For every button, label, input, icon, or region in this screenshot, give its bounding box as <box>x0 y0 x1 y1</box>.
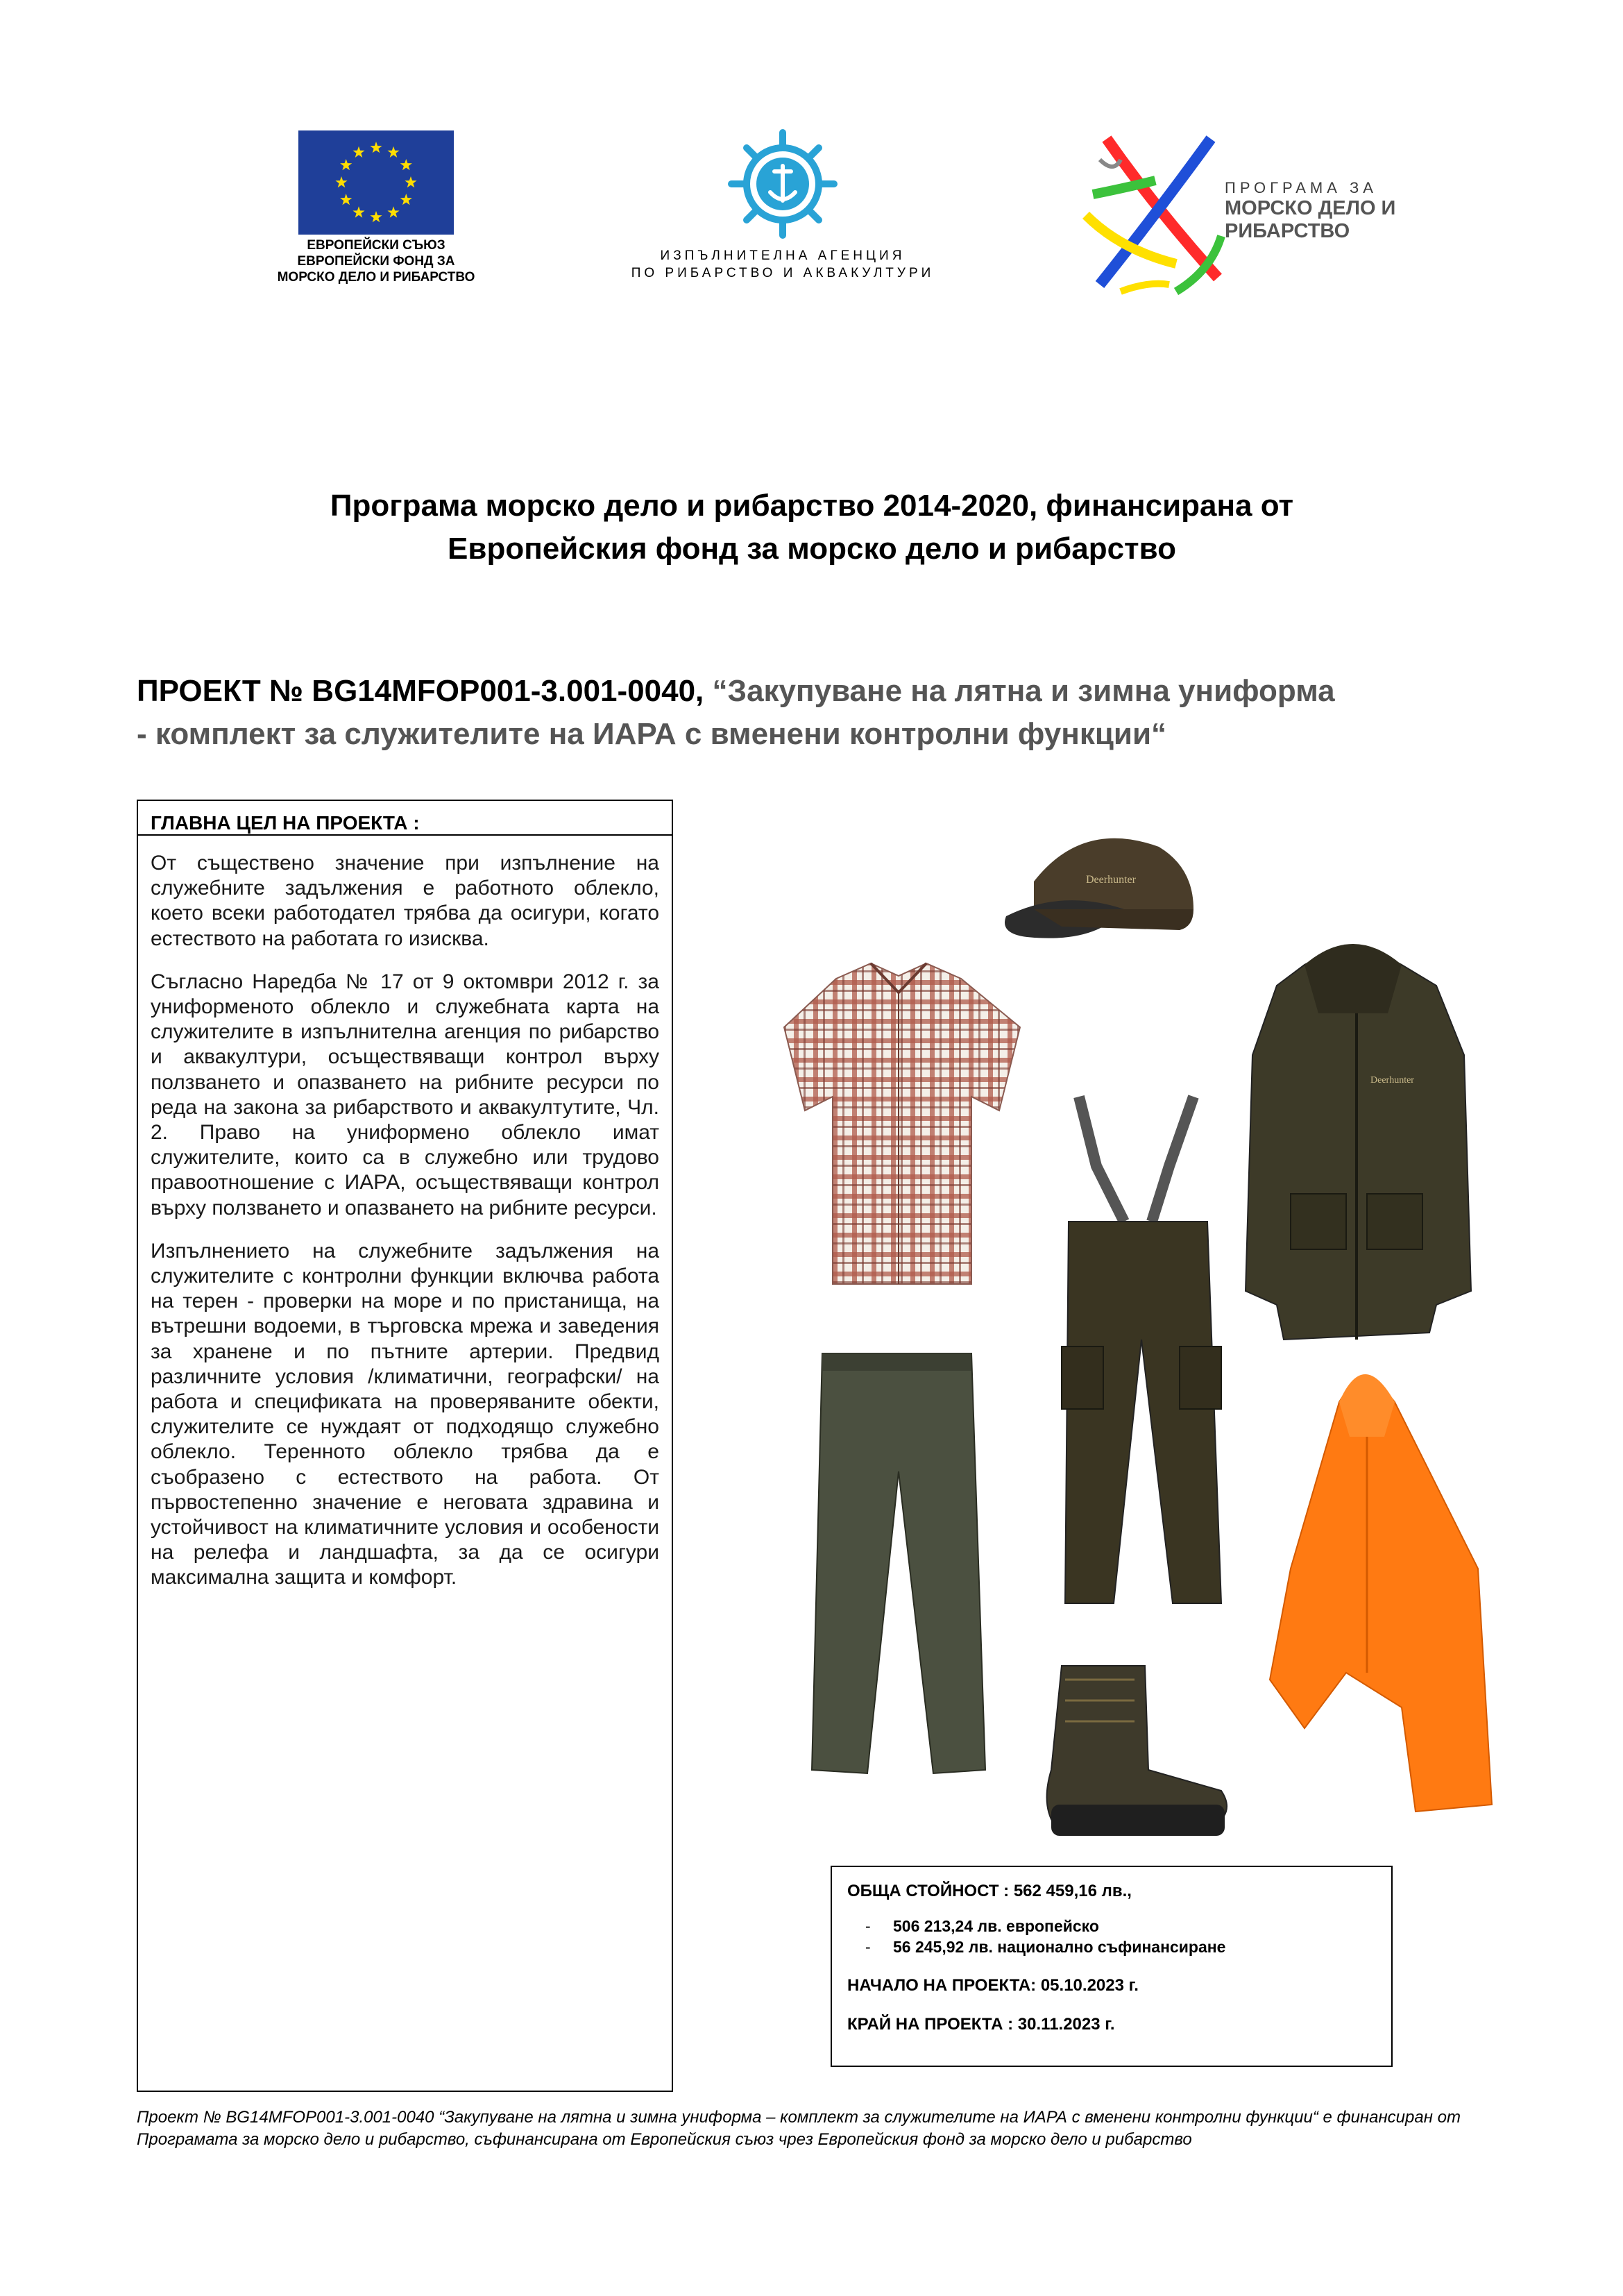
eu-star <box>400 159 412 170</box>
jacket-image <box>1246 944 1471 1340</box>
eu-caption <box>236 237 516 285</box>
goal-paragraph: Изпълнението на служебните задължения на служителите с контролни функции включва работа на терен - проверки на море и по пристанища, на вътрешни водоеми, в търговска мрежа и заведения за хранене и по пътните артерии. Предвид различните условия /климатични, географски/ на работа и спецификата на проверяваните обекти, служителите се нуждаят от подходящо служебно облекло. Теренното облекло трябва да е съобразено с естеството на работа. От първостепенно значение е неговата здравина и устойчивост на климатичните условия и особености на релефа и ландшафта, за да се осигури максимална защита и комфорт. <box>151 1239 659 1589</box>
eu-star <box>387 146 399 158</box>
project-name-line2: - комплект за служителите на ИАРА с вменени контролни функции“ <box>137 717 1166 751</box>
poncho-image <box>1270 1374 1492 1812</box>
program-caption-line1: МОРСКО ДЕЛО И <box>1225 197 1396 219</box>
eu-caption-line2: ЕВРОПЕЙСКИ ФОНД ЗА <box>297 254 455 269</box>
program-caption-line2: РИБАРСТВО <box>1225 220 1350 242</box>
eu-star <box>340 194 352 205</box>
footer-note: Проект № BG14MFOP001-3.001-0040 “Закупуване на лятна и зимна униформа – комплект за служителите на ИАРА с вменени контролни функции“ е финансиран от Програмата за морско дело и рибарство, съфинансирана от Европейския съюз чрез Европейския фонд за морско дело и рибарство <box>137 2108 1461 2149</box>
program-title <box>125 484 1499 571</box>
eu-star <box>387 206 399 217</box>
eu-caption-line3: МОРСКО ДЕЛО И РИБАРСТВО <box>277 270 475 285</box>
funding-breakdown-list <box>847 1916 1376 1957</box>
program-title-line2: Европейския фонд за морско дело и рибарство <box>448 532 1176 566</box>
project-name-line1: “Закупуване на лятна и зимна униформа <box>712 674 1335 708</box>
cap-brand-text: Deerhunter <box>1086 874 1136 886</box>
shirt-image <box>784 963 1020 1284</box>
project-title <box>137 670 1497 756</box>
eu-flag-logo <box>298 130 454 235</box>
eu-star <box>352 146 364 158</box>
list-dash: - <box>865 1938 871 1956</box>
program-title-line1: Програма морско дело и рибарство 2014-2020, финансирана от <box>330 489 1294 523</box>
maritime-program-logo <box>1079 132 1228 298</box>
national-funding <box>847 1936 1376 1957</box>
bib-trousers-image <box>1062 1097 1221 1603</box>
eu-stars <box>298 130 454 235</box>
project-number: ПРОЕКТ № BG14MFOP001-3.001-0040, <box>137 674 704 708</box>
iara-caption-line1: ИЗПЪЛНИТЕЛНА АГЕНЦИЯ <box>660 248 906 263</box>
goal-paragraph: Съгласно Наредба № 17 от 9 октомври 2012 г. за униформеното облекло и служебната карта на служителите в изпълнителна агенция по рибарство и аквакултури, осъществяващи контрол върху ползването и опазването на рибните ресурси по реда на закона за рибарството и аквакултутите, Чл. 2. Право на униформено облекло имат служителите, които са в служебно или трудово правоотношение с ИАРА, осъществяващи контрол върху ползването и опазването на рибните ресурси. <box>151 970 659 1219</box>
total-value: ОБЩА СТОЙНОСТ : 562 459,16 лв., <box>847 1882 1132 1900</box>
iara-ship-wheel-logo <box>727 128 838 239</box>
national-funding-text: 56 245,92 лв. национално съфинансиране <box>893 1938 1226 1956</box>
project-finance-box <box>831 1866 1393 2067</box>
project-end: КРАЙ НА ПРОЕКТА : 30.11.2023 г. <box>847 2015 1115 2034</box>
jacket-brand-text: Deerhunter <box>1370 1075 1414 1086</box>
uniform-items-illustration <box>736 805 1506 1860</box>
goal-heading: ГЛАВНА ЦЕЛ НА ПРОЕКТА : <box>138 801 672 836</box>
eu-star <box>340 159 352 170</box>
rain-trousers-image <box>812 1353 985 1773</box>
eu-star <box>352 206 364 217</box>
european-funding-text: 506 213,24 лв. европейско <box>893 1917 1099 1935</box>
list-dash: - <box>865 1917 871 1935</box>
program-caption <box>1225 197 1395 243</box>
eu-star <box>405 176 416 187</box>
eu-star <box>370 211 382 222</box>
boots-image <box>1047 1666 1227 1836</box>
project-start: НАЧАЛО НА ПРОЕКТА: 05.10.2023 г. <box>847 1976 1139 1995</box>
european-funding <box>847 1916 1376 1936</box>
iara-caption-line2: ПО РИБАРСТВО И АКВАКУЛТУРИ <box>631 266 935 280</box>
iara-caption <box>602 247 963 282</box>
eu-star <box>335 176 347 187</box>
project-goal-box <box>137 800 673 2092</box>
goal-paragraph: От съществено значение при изпълнение на служебните задължения е работното облекло, което всеки работодател трябва да осигури, когато естеството на работата го изисква. <box>151 852 659 950</box>
eu-caption-line1: ЕВРОПЕЙСКИ СЪЮЗ <box>307 238 445 253</box>
eu-star <box>400 194 412 205</box>
eu-star <box>370 142 382 153</box>
program-caption-small: ПРОГРАМА ЗА <box>1225 179 1377 196</box>
cap-image <box>1005 838 1193 938</box>
goal-body <box>151 851 659 1609</box>
